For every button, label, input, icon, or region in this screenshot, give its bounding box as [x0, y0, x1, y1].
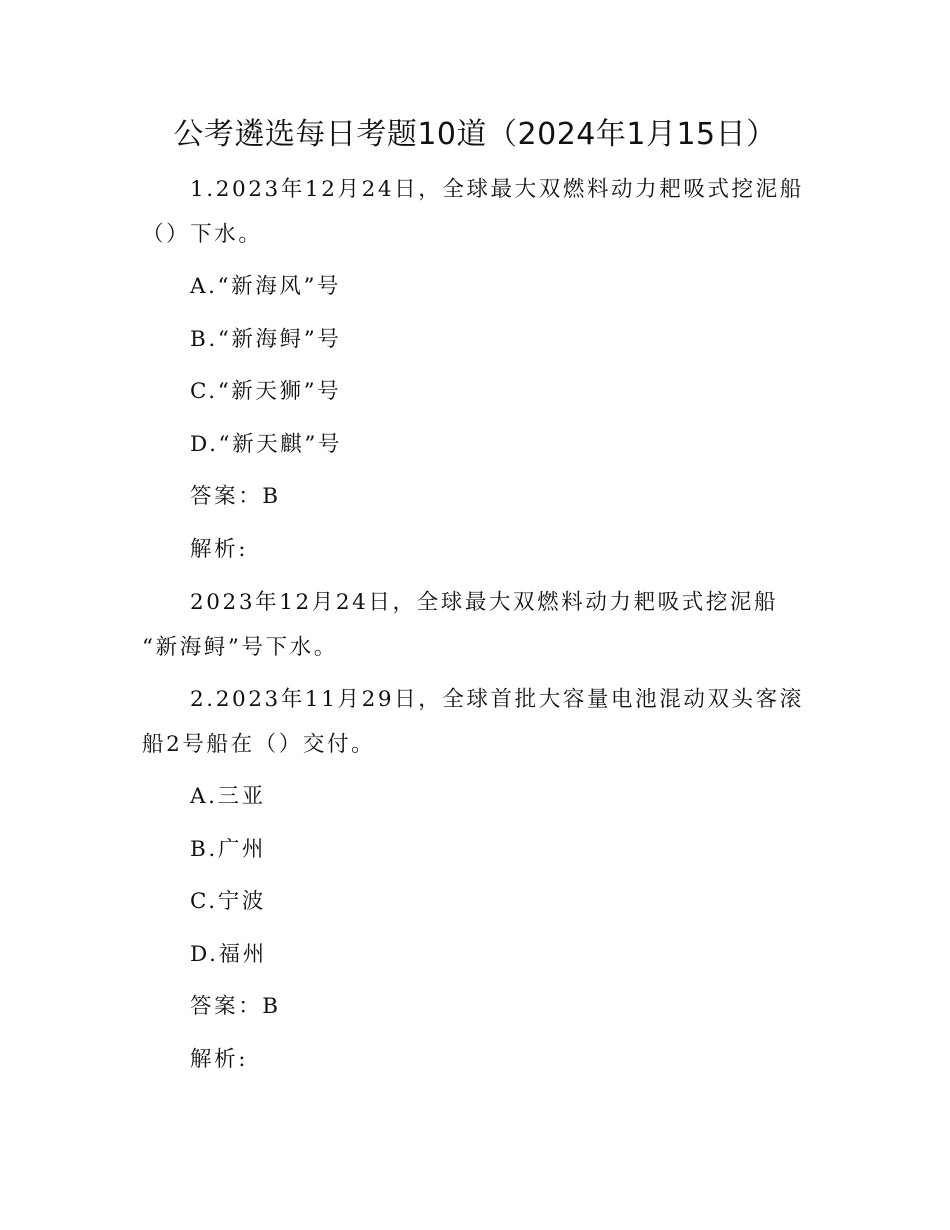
q2-analysis-label: 解析:	[190, 1047, 249, 1072]
q1-analysis-line-1: 2023年12月24日，全球最大双燃料动力耙吸式挖泥船	[190, 590, 779, 615]
q1-answer: 答案：B	[190, 484, 281, 509]
q1-option-a: A.“新海风”号	[190, 274, 342, 299]
page-title: 公考遴选每日考题10道（2024年1月15日）	[173, 117, 777, 152]
q2-answer: 答案：B	[190, 994, 281, 1019]
q2-option-b: B.广州	[190, 837, 267, 862]
q1-option-b: B.“新海鲟”号	[190, 327, 342, 352]
q2-stem-line-2: 船2号船在（）交付。	[142, 732, 376, 757]
q2-option-c: C.宁波	[190, 889, 266, 914]
q1-option-c: C.“新天狮”号	[190, 379, 342, 404]
q2-option-a: A.三亚	[190, 784, 266, 809]
q1-analysis-label: 解析:	[190, 537, 249, 562]
q1-stem-line-1: 1.2023年12月24日，全球最大双燃料动力耙吸式挖泥船	[190, 177, 804, 202]
q1-stem-line-2: （）下水。	[142, 222, 263, 247]
q1-analysis-line-2: “新海鲟”号下水。	[142, 635, 338, 660]
q2-stem-line-1: 2.2023年11月29日，全球首批大容量电池混动双头客滚	[190, 687, 804, 712]
q2-option-d: D.福州	[190, 942, 267, 967]
q1-option-d: D.“新天麒”号	[190, 432, 343, 457]
